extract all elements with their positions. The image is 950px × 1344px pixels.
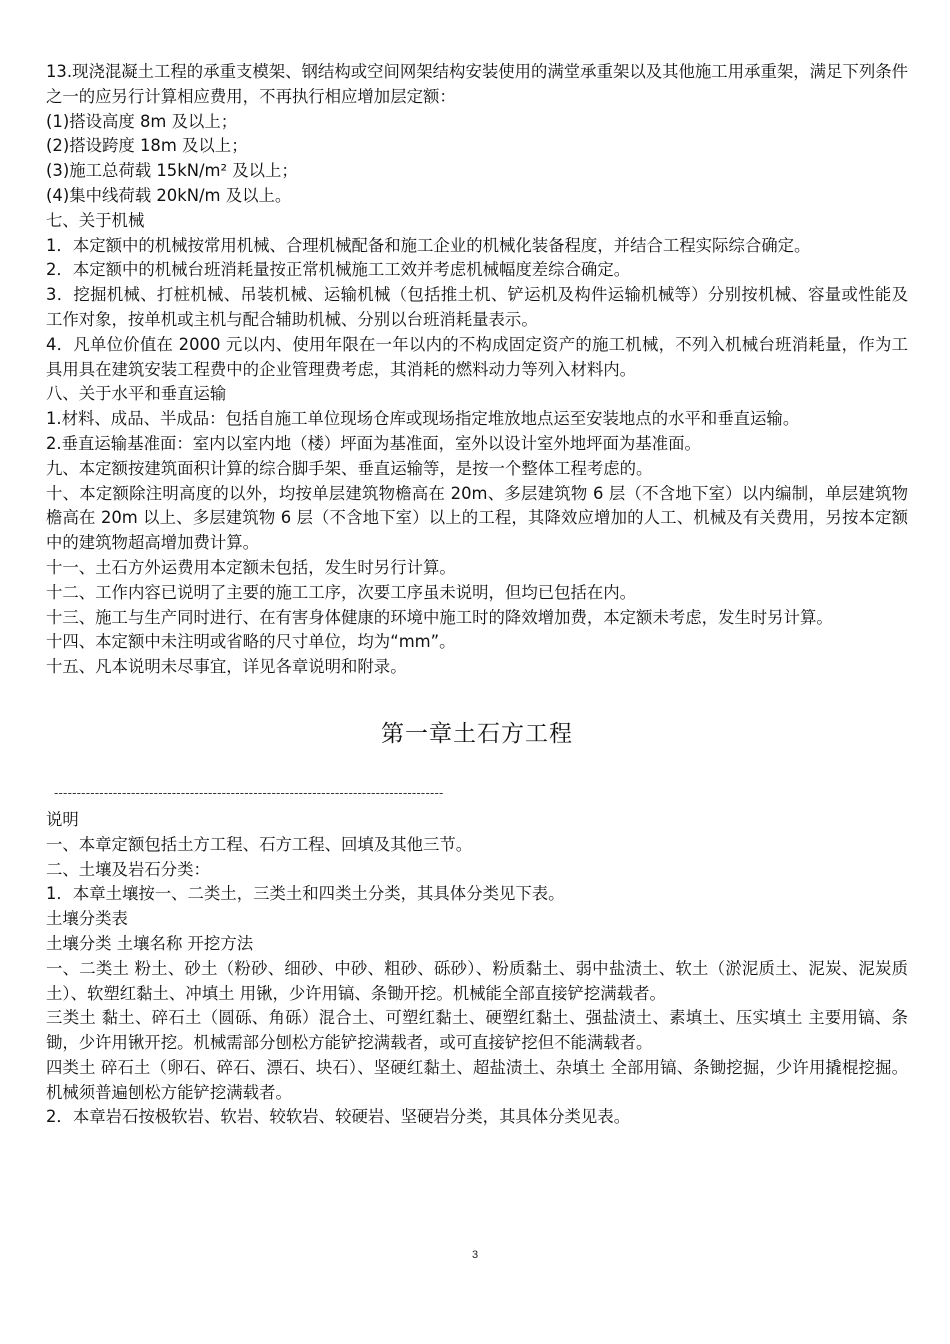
machinery-item-4: 4．凡单位价值在 2000 元以内、使用年限在一年以内的不构成固定资产的施工机械，不列入机械台班消耗量，作为工具用具在建筑安装工程费中的企业管理费考虑，其消耗的燃料动力等列入材料内。 bbox=[46, 334, 908, 379]
heading-machinery: 七、关于机械 bbox=[46, 210, 145, 230]
note-9: 九、本定额按建筑面积计算的综合脚手架、垂直运输等，是按一个整体工程考虑的。 bbox=[46, 458, 653, 478]
transport-item-2: 2.垂直运输基准面：室内以室内地（楼）坪面为基准面，室外以设计室外地坪面为基准面。 bbox=[46, 433, 701, 453]
machinery-item-2: 2．本定额中的机械台班消耗量按正常机械施工工效并考虑机械幅度差综合确定。 bbox=[46, 260, 631, 280]
note-10: 十、本定额除注明高度的以外，均按单层建筑物檐高在 20m、多层建筑物 6 层（不含地下室）以内编制，单层建筑物檐高在 20m 以上、多层建筑物 6 层（不含地下室）以上的工程，其降效应增加的人工、机械及有关费用，另按本定额中的建筑物超高增加费计算。 bbox=[46, 483, 908, 553]
condition-4: (4)集中线荷载 20kN/m 及以上。 bbox=[46, 185, 292, 205]
chapter-para-3: 1．本章土壤按一、二类土，三类土和四类土分类，其具体分类见下表。 bbox=[46, 884, 565, 904]
condition-1: (1)搭设高度 8m 及以上； bbox=[46, 111, 238, 131]
note-15: 十五、凡本说明未尽事宜，详见各章说明和附录。 bbox=[46, 657, 407, 677]
chapter-para-2: 二、土壤及岩石分类： bbox=[46, 859, 210, 879]
table-row: 一、二类土 粉土、砂土（粉砂、细砂、中砂、粗砂、砾砂）、粉质黏土、弱中盐渍土、软土（淤泥质土、泥炭、泥炭质土）、软塑红黏土、冲填土 用锹，少许用镐、条锄开挖。机械能全部直接铲挖满载者。 bbox=[46, 958, 908, 1003]
machinery-item-3: 3．挖掘机械、打桩机械、吊装机械、运输机械（包括推土机、铲运机及构件运输机械等）分别按机械、容量或性能及工作对象，按单机或主机与配合辅助机械、分别以台班消耗量表示。 bbox=[46, 285, 908, 329]
chapter-para-1: 一、本章定额包括土方工程、石方工程、回填及其他三节。 bbox=[46, 834, 473, 854]
chapter-title: 第一章土石方工程 bbox=[381, 720, 573, 747]
chapter-body bbox=[46, 808, 908, 1130]
document-page bbox=[46, 60, 908, 1130]
note-13: 十三、施工与生产同时进行、在有害身体健康的环境中施工时的降效增加费，本定额未考虑，发生时另计算。 bbox=[46, 607, 833, 627]
note-14: 十四、本定额中未注明或省略的尺寸单位，均为“mm”。 bbox=[46, 632, 456, 652]
table-header: 土壤分类 土壤名称 开挖方法 bbox=[46, 933, 254, 953]
heading-transport: 八、关于水平和垂直运输 bbox=[46, 384, 227, 404]
transport-item-1: 1.材料、成品、半成品：包括自施工单位现场仓库或现场指定堆放地点运至安装地点的水平和垂直运输。 bbox=[46, 409, 800, 429]
table-row: 四类土 碎石土（卵石、碎石、漂石、块石）、坚硬红黏土、超盐渍土、杂填土 全部用镐、条锄挖掘，少许用撬棍挖掘。机械须普遍刨松方能铲挖满载者。 bbox=[46, 1057, 908, 1102]
condition-3: (3)施工总荷载 15kN/m² 及以上； bbox=[46, 161, 298, 181]
note-12: 十二、工作内容已说明了主要的施工工序，次要工序虽未说明，但均已包括在内。 bbox=[46, 582, 637, 602]
dashed-divider: -------------------------------------------------------------------------------------- bbox=[54, 785, 444, 800]
chapter-title-block bbox=[46, 718, 908, 750]
paragraph-13: 13.现浇混凝土工程的承重支模架、钢结构或空间网架结构安装使用的满堂承重架以及其他施工用承重架，满足下列条件之一的应另行计算相应费用，不再执行相应增加层定额： bbox=[46, 62, 908, 106]
condition-2: (2)搭设跨度 18m 及以上； bbox=[46, 136, 248, 156]
page-number: 3 bbox=[471, 1249, 479, 1261]
machinery-item-1: 1．本定额中的机械按常用机械、合理机械配备和施工企业的机械化装备程度，并结合工程实际综合确定。 bbox=[46, 235, 811, 255]
explanation-label: 说明 bbox=[46, 809, 79, 829]
chapter-para-4: 2．本章岩石按极软岩、软岩、较软岩、较硬岩、坚硬岩分类，其具体分类见表。 bbox=[46, 1107, 631, 1127]
note-11: 十一、土石方外运费用本定额未包括，发生时另行计算。 bbox=[46, 557, 456, 577]
table-title: 土壤分类表 bbox=[46, 909, 128, 929]
table-row: 三类土 黏土、碎石土（圆砾、角砾）混合土、可塑红黏土、硬塑红黏土、强盐渍土、素填土、压实填土 主要用镐、条锄，少许用锹开挖。机械需部分刨松方能铲挖满载者，或可直接铲挖但不能满载者。 bbox=[46, 1008, 908, 1053]
